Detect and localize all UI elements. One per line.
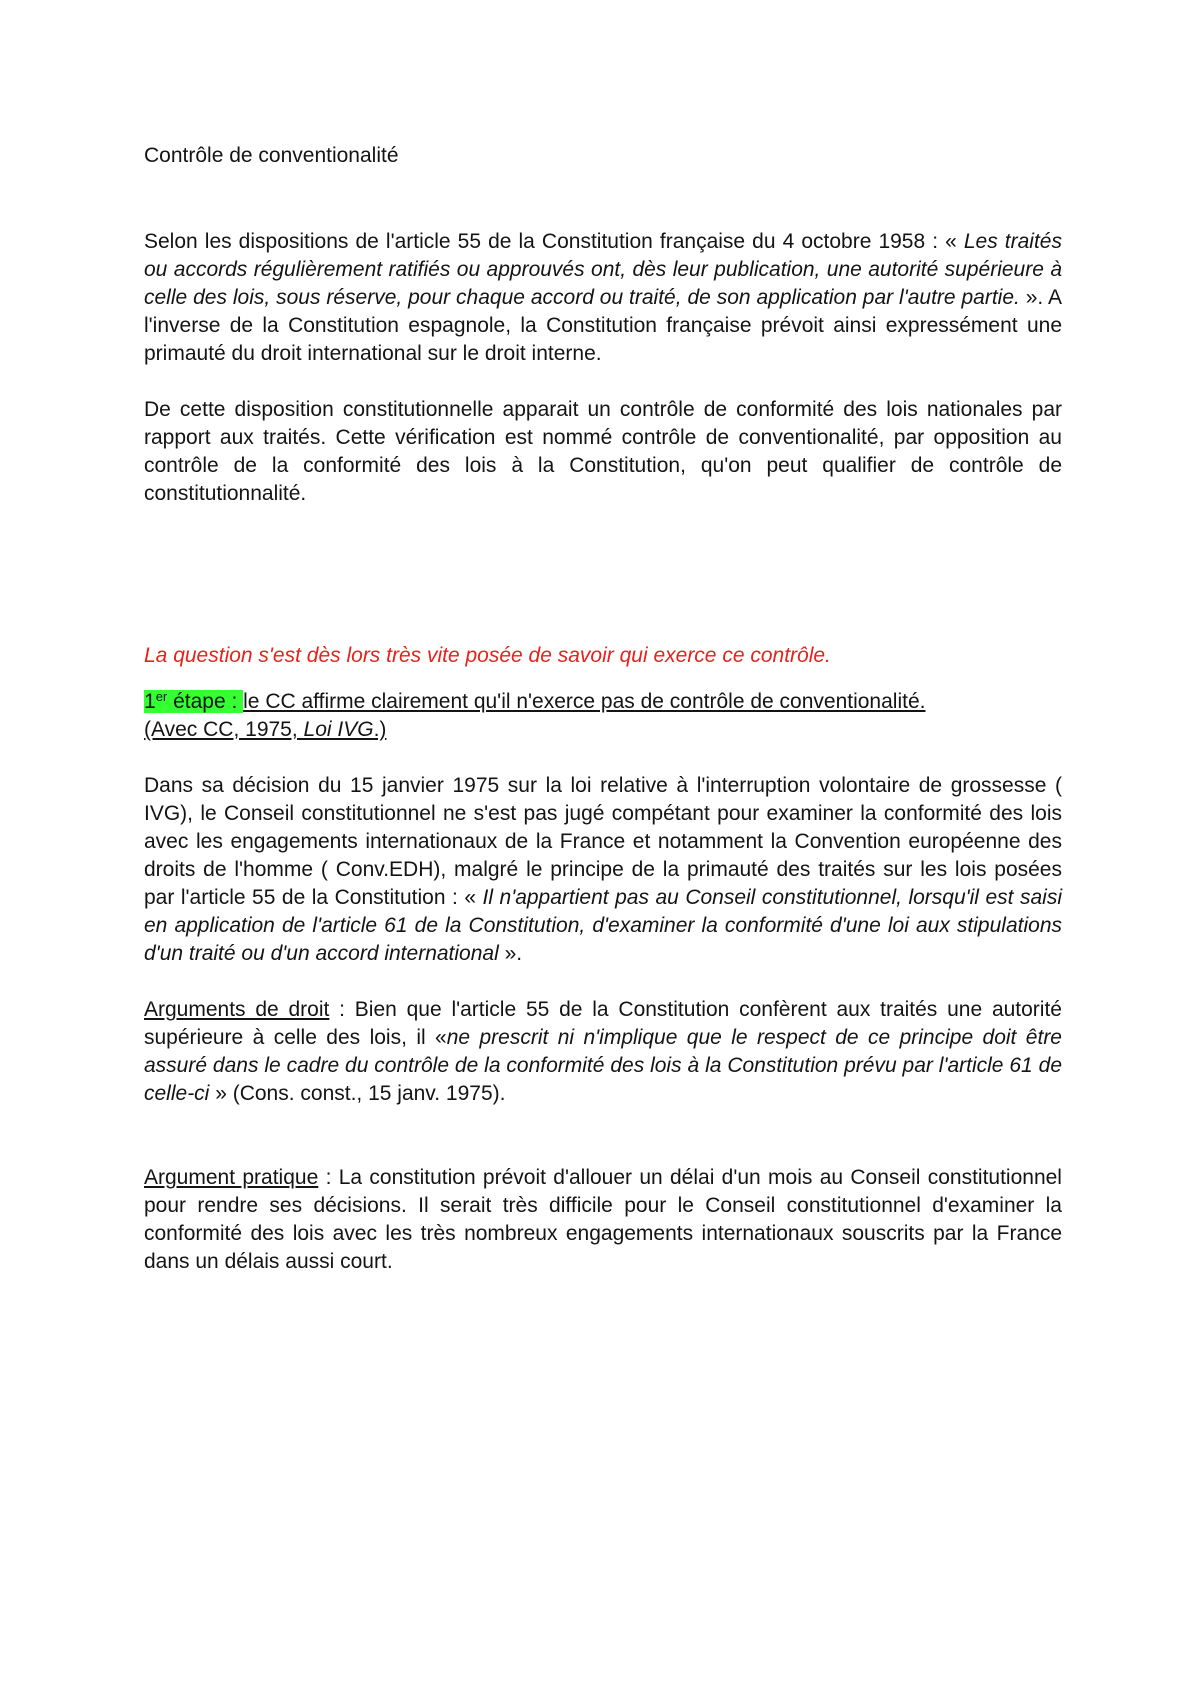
para4-text: : Bien que l'article 55 de la Constitution confèrent aux traités une autorité supérieure à celle des lois, il « [144, 998, 1062, 1049]
question-line: La question s'est dès lors très vite posée de savoir qui exerce ce contrôle. [144, 644, 831, 667]
para1-quote: Les traités ou accords régulièrement ratifiés ou approuvés ont, dès leur publication, une autorité supérieure à celle des lois, sous réserve, pour chaque accord ou traité, de son application par l'autre partie. [144, 230, 1062, 309]
para1-intro: Selon les dispositions de l'article 55 de la Constitution française du 4 octobre 1958 : « [144, 230, 964, 253]
step-reference: (Avec CC, 1975, Loi IVG.) [144, 718, 387, 741]
paragraph-argument-pratique [144, 1164, 1062, 1276]
para3-quote: Il n'appartient pas au Conseil constitutionnel, lorsqu'il est saisi en application de l'article 61 de la Constitution, d'examiner la conformité d'une loi aux stipulations d'un traité ou d'un accord international [144, 886, 1062, 965]
para5-text: : La constitution prévoit d'allouer un délai d'un mois au Conseil constitutionnel pour rendre ses décisions. Il serait très difficile pour le Conseil constitutionnel d'examiner la conformité des lois avec les très nombreux engagements internationaux souscrits par la France dans un délais aussi court. [144, 1166, 1062, 1273]
document-page [144, 142, 1062, 1276]
step-heading: le CC affirme clairement qu'il n'exerce pas de contrôle de conventionalité. (Avec CC, 1975, Loi IVG.) [144, 690, 926, 741]
step-1 [144, 688, 1062, 744]
paragraph-decision-1975 [144, 772, 1062, 968]
step-superscript: er [155, 689, 168, 704]
paragraph-article-55 [144, 228, 1062, 368]
para4-quote: ne prescrit ni n'implique que le respect de ce principe doit être assuré dans le cadre du contrôle de la conformité des lois à la Constitution prévu par l'article 61 de celle-ci [144, 1026, 1062, 1105]
paragraph-conventionality: De cette disposition constitutionnelle apparait un contrôle de conformité des lois nationales par rapport aux traités. Cette vérification est nommé contrôle de conventionalité, par opposition au contrôle de la conformité des lois à la Constitution, qu'on peut qualifier de contrôle de constitutionnalité. [144, 398, 1062, 505]
step-number: 1 [144, 690, 156, 713]
paragraph-arguments-droit [144, 996, 1062, 1108]
step-label: étape : [167, 690, 244, 713]
step-1-highlight [144, 690, 243, 713]
para1-rest: ». A l'inverse de la Constitution espagnole, la Constitution française prévoit ainsi expressément une primauté du droit international sur le droit interne. [144, 286, 1063, 365]
document-title: Contrôle de conventionalité [144, 144, 399, 167]
para3-text: Dans sa décision du 15 janvier 1975 sur la loi relative à l'interruption volontaire de grossesse ( IVG), le Conseil constitutionnel ne s'est pas jugé compétant pour examiner la conformité des lois avec les engagements internationaux de la France et notamment la Convention européenne des droits de l'homme ( Conv.EDH), malgré le principe de la primauté des traités sur les lois posées par l'article 55 de la Constitution : « [144, 774, 1062, 909]
arguments-droit-label: Arguments de droit [144, 998, 330, 1021]
para3-end: ». [498, 942, 523, 965]
para4-end: » (Cons. const., 15 janv. 1975). [209, 1082, 506, 1105]
argument-pratique-label: Argument pratique [144, 1166, 319, 1189]
